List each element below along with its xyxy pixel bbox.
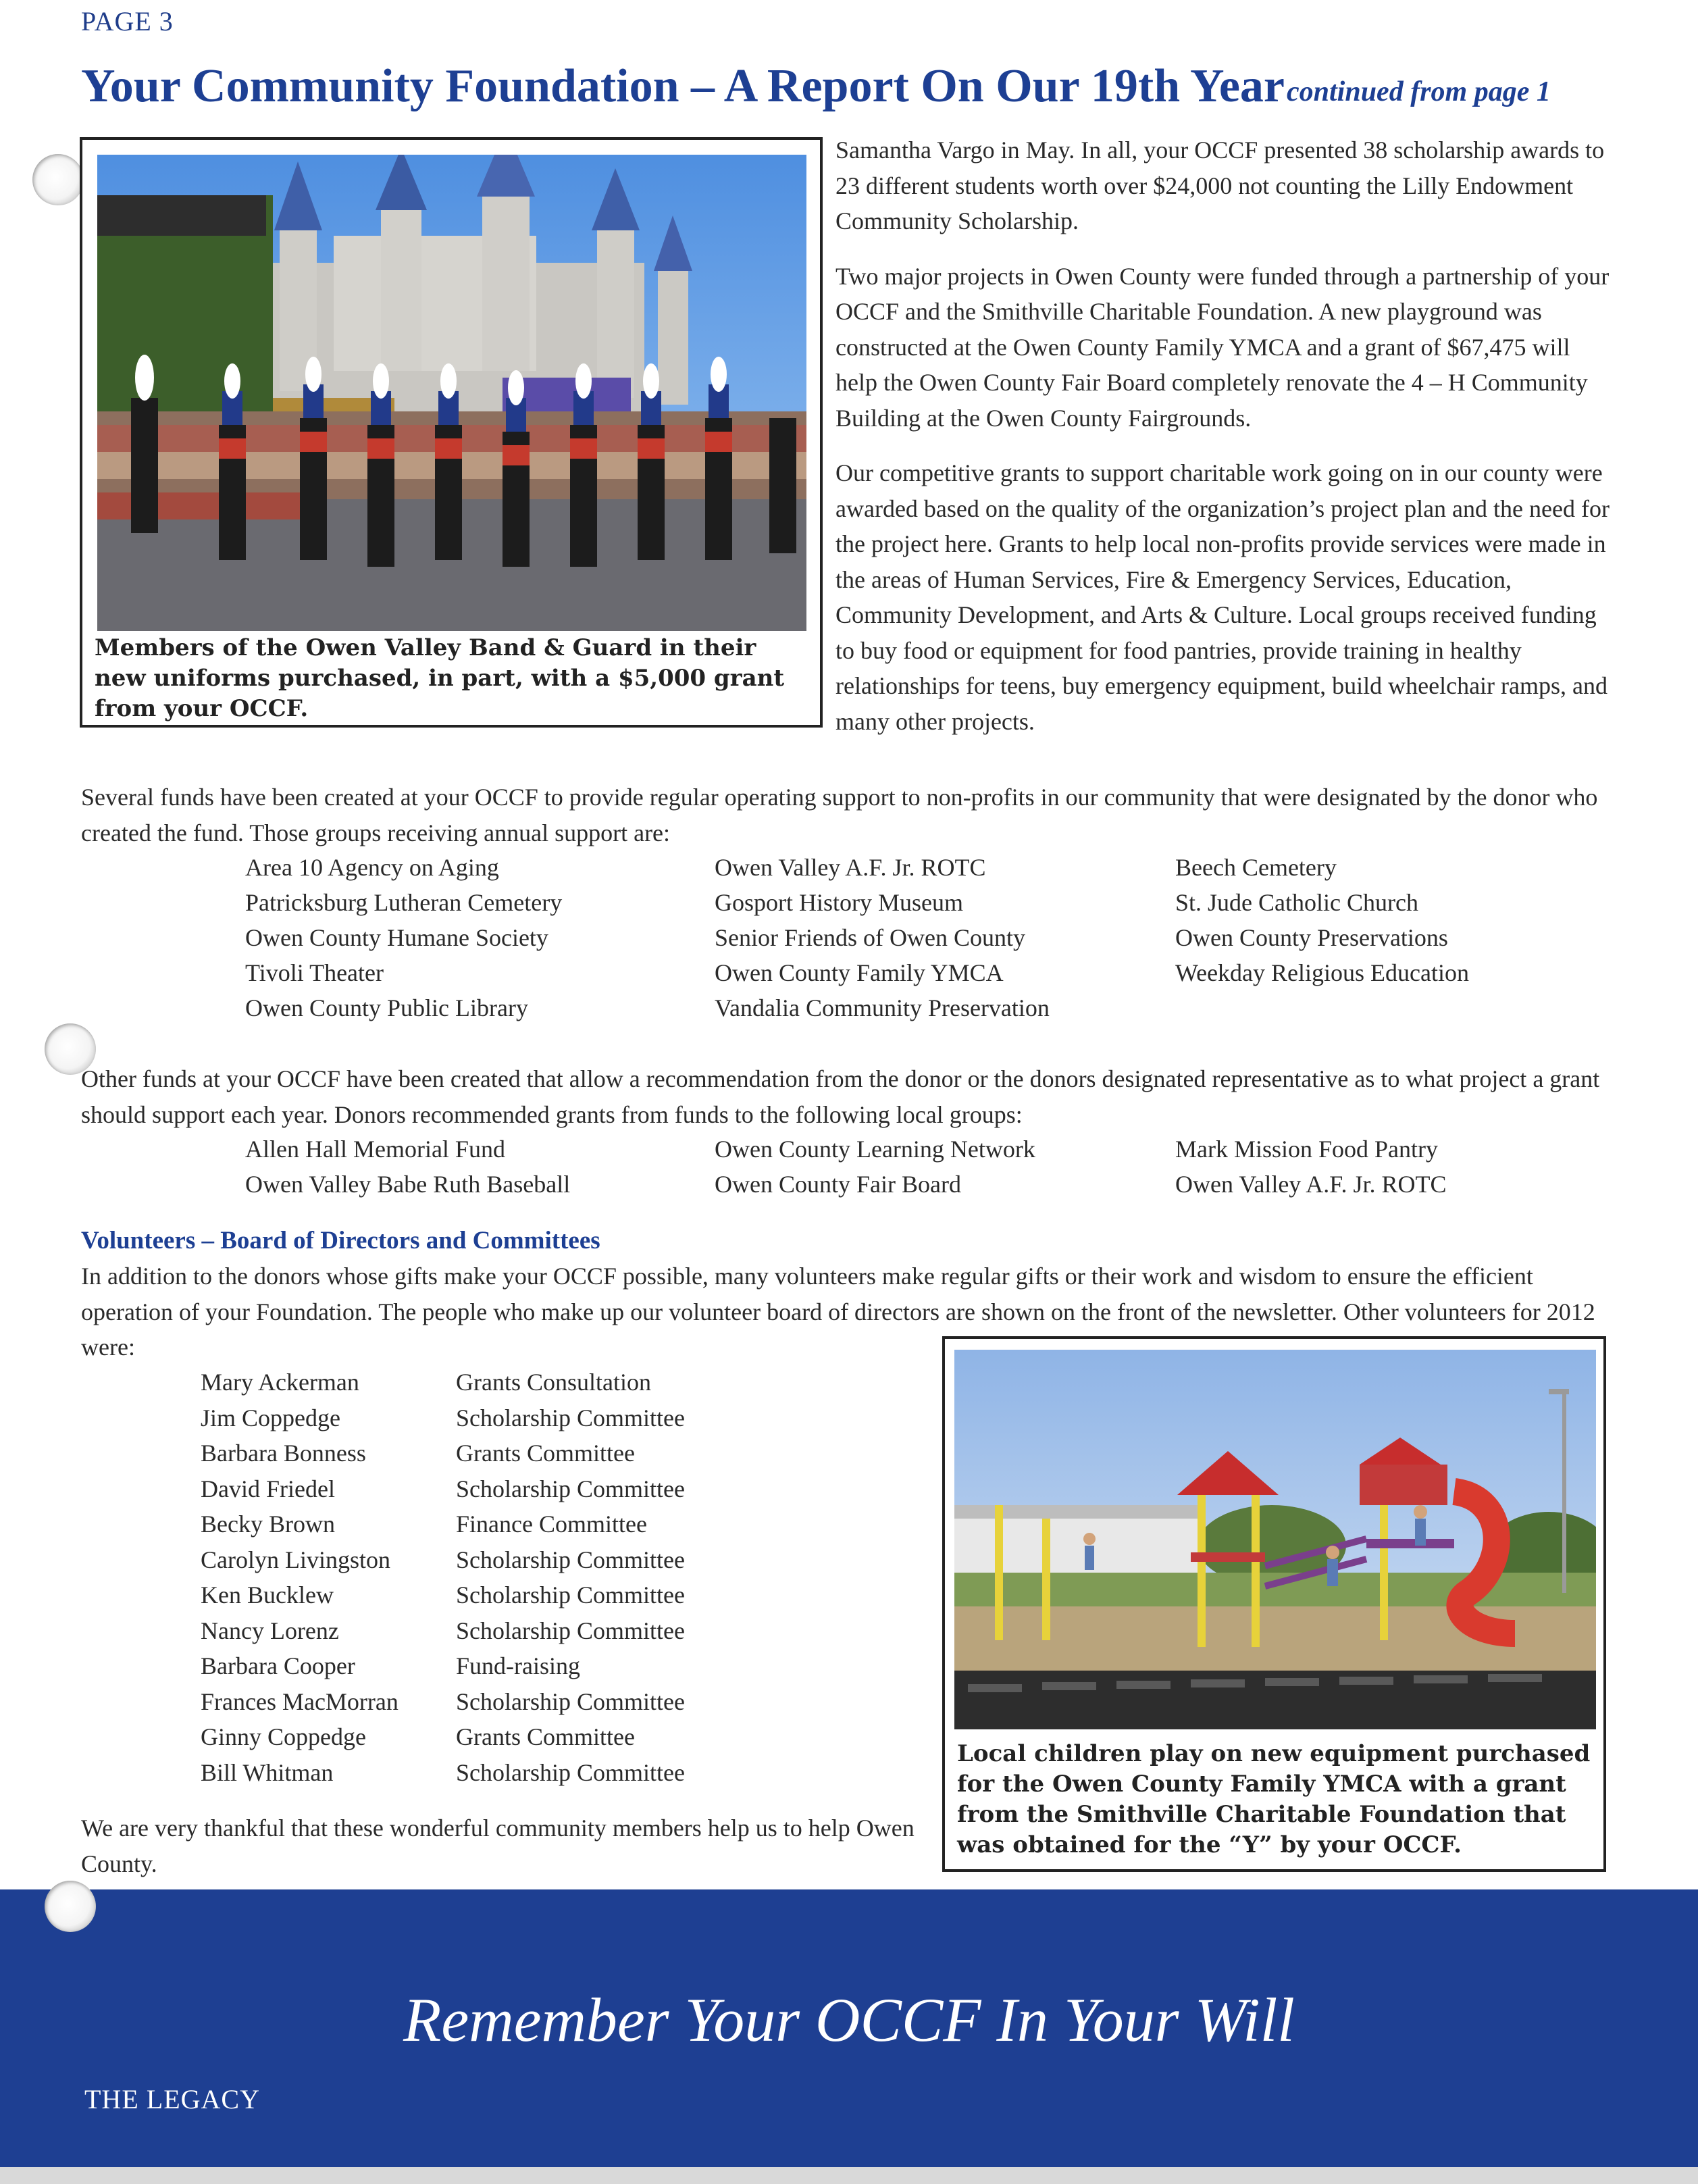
annual-support-list [245, 850, 1580, 1025]
volunteers-heading: Volunteers – Board of Directors and Committees [81, 1227, 600, 1254]
volunteer-role: Finance Committee [456, 1510, 647, 1538]
donor-intro: Other funds at your OCCF have been created that allow a recommendation from the donor or the donors designated representative as to what project a grant should support each year. Donors recommended grants from funds to the following local groups: [81, 1065, 1600, 1128]
page-number: PAGE 3 [81, 6, 174, 36]
support-group: Owen County Public Library [245, 994, 528, 1021]
volunteer-role: Scholarship Committee [456, 1581, 685, 1608]
binder-hole-bottom [45, 1881, 96, 1932]
support-group: Weekday Religious Education [1175, 959, 1469, 986]
playground-photo-box [942, 1336, 1606, 1872]
support-column-3 [1175, 850, 1580, 1025]
donor-group: Owen Valley Babe Ruth Baseball [245, 1171, 571, 1198]
volunteer-role: Scholarship Committee [456, 1546, 685, 1573]
volunteer-name: Ginny Coppedge [201, 1723, 366, 1750]
volunteer-role: Scholarship Committee [456, 1404, 685, 1431]
newsletter-name: THE LEGACY [84, 2084, 260, 2114]
volunteer-name: Frances MacMorran [201, 1687, 398, 1715]
donor-column-1 [245, 1132, 715, 1202]
support-group: Vandalia Community Preservation [715, 994, 1050, 1021]
volunteer-role: Grants Consultation [456, 1369, 651, 1396]
volunteer-name: Barbara Cooper [201, 1652, 355, 1679]
page-title: Your Community Foundation – A Report On Our 19th Year [81, 60, 1285, 112]
volunteer-name: Bill Whitman [201, 1758, 334, 1786]
right-column-text [835, 132, 1612, 739]
volunteer-role: Grants Committee [456, 1440, 635, 1467]
volunteer-role: Scholarship Committee [456, 1475, 685, 1502]
support-group: Owen County Humane Society [245, 924, 548, 951]
donor-column-2 [715, 1132, 1175, 1202]
support-group: Patricksburg Lutheran Cemetery [245, 889, 563, 916]
donor-group: Owen County Learning Network [715, 1136, 1035, 1163]
support-group: Beech Cemetery [1175, 854, 1337, 881]
volunteer-role: Scholarship Committee [456, 1758, 685, 1786]
footer-banner [0, 1889, 1698, 2184]
support-column-1 [245, 850, 715, 1025]
volunteer-role: Grants Committee [456, 1723, 635, 1750]
volunteer-role: Scholarship Committee [456, 1617, 685, 1644]
donor-group: Owen Valley A.F. Jr. ROTC [1175, 1171, 1447, 1198]
support-group: Gosport History Museum [715, 889, 963, 916]
donor-recommended-list [245, 1132, 1580, 1202]
volunteers-intro: In addition to the donors whose gifts make your OCCF possible, many volunteers make regular gifts or their work and wisdom to ensure the efficient operation of your Foundation. The people who make up our volunteer board of directors are shown on the front of the newsletter. Other volunteers for 2012 [81, 1263, 1595, 1325]
paragraph-scholarships: Samantha Vargo in May. In all, your OCCF presented 38 scholarship awards to 23 different students worth over $24,000 not counting the Lilly Endowment Community Scholarship. [835, 136, 1605, 234]
band-photo [97, 155, 806, 631]
donor-group: Allen Hall Memorial Fund [245, 1136, 505, 1163]
volunteer-name: Nancy Lorenz [201, 1617, 339, 1644]
band-photo-box [80, 137, 823, 728]
support-group: Senior Friends of Owen County [715, 924, 1025, 951]
band-photo-caption: Members of the Owen Valley Band & Guard in their new uniforms purchased, in part, with a $5,000 grant from your OCCF. [95, 634, 785, 722]
volunteer-name: Ken Bucklew [201, 1581, 334, 1608]
playground-photo [954, 1350, 1596, 1729]
playground-photo-caption: Local children play on new equipment purchased for the Owen County Family YMCA with a grant from the Smithville Charitable Foundation that was obtained for the “Y” by your OCCF. [957, 1740, 1591, 1858]
support-group: Tivoli Theater [245, 959, 384, 986]
volunteer-name: Carolyn Livingston [201, 1546, 390, 1573]
donor-group: Owen County Fair Board [715, 1171, 961, 1198]
banner-message: Remember Your OCCF In Your Will [403, 1985, 1295, 2054]
donor-column-3 [1175, 1132, 1580, 1202]
support-group: Owen County Preservations [1175, 924, 1448, 951]
volunteers-intro-end: were: [81, 1334, 135, 1361]
support-group: Area 10 Agency on Aging [245, 854, 499, 881]
paragraph-competitive-grants: Our competitive grants to support charitable work going on in our county were awarded based on the quality of the organization’s project plan and the need for the project here. Grants to help local non-profits provide services were made in the areas of Human Services, Fire & Emergency Services, Education, Community Development, and Arts & Culture. Local groups received funding to buy food or equipment for food pantries, provide training in healthy relationships for teens, buy emergency equipment, build wheelchair ramps, and many other projects. [835, 459, 1610, 735]
volunteers-closing: We are very thankful that these wonderful community members help us to help Owen County. [81, 1814, 915, 1877]
continued-note: continued from page 1 [1287, 76, 1551, 107]
band-photo-image [97, 155, 806, 631]
support-group: Owen County Family YMCA [715, 959, 1004, 986]
volunteer-name: Barbara Bonness [201, 1440, 366, 1467]
support-group: Owen Valley A.F. Jr. ROTC [715, 854, 986, 881]
volunteer-role: Scholarship Committee [456, 1687, 685, 1715]
volunteer-name: Jim Coppedge [201, 1404, 340, 1431]
playground-photo-image [954, 1350, 1596, 1729]
volunteer-name: Mary Ackerman [201, 1369, 359, 1396]
funds-intro: Several funds have been created at your OCCF to provide regular operating support to non-profits in our community that were designated by the donor who created the fund. Those groups receiving annual support are: [81, 784, 1598, 846]
volunteer-name: Becky Brown [201, 1510, 335, 1538]
donor-group: Mark Mission Food Pantry [1175, 1136, 1439, 1163]
binder-hole-top [32, 154, 84, 205]
bottom-edge [0, 2167, 1698, 2184]
volunteer-role: Fund-raising [456, 1652, 580, 1679]
volunteer-list [201, 1365, 726, 1790]
volunteer-name: David Friedel [201, 1475, 335, 1502]
support-column-2 [715, 850, 1175, 1025]
support-group: St. Jude Catholic Church [1175, 889, 1418, 916]
paragraph-major-projects: Two major projects in Owen County were funded through a partnership of your OCCF and the Smithville Charitable Foundation. A new playground was constructed at the Owen County Family YMCA and a grant of $67,475 will help the Owen County Fair Board completely renovate the 4 – H Community Building at the Owen County Fairgrounds. [835, 262, 1610, 432]
